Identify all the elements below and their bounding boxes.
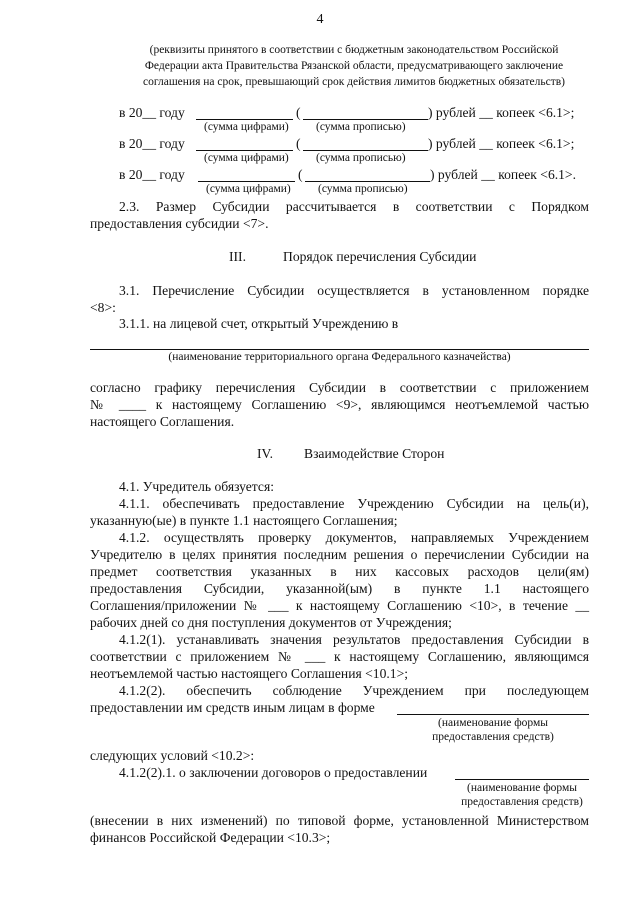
p4-1-2-line-1: 4.1.2. осуществлять проверку документов, направляемых Учреждением <box>119 530 589 545</box>
year-row-3-words-line <box>305 181 430 182</box>
requisites-note-line-2: Федерации акта Правительства Рязанской области, предусматривающего заключение <box>144 60 564 72</box>
p4-1-2-1-line-3: неотъемлемой частью настоящего Соглашения <10.1>; <box>90 666 409 681</box>
p4-1-2-2-1-line-3: финансов Российской Федерации <10.3>; <box>90 830 331 845</box>
schedule-line-2: № ____ к настоящему Соглашению <9>, являющимся неотъемлемой частью <box>90 397 589 412</box>
form-name-line-2 <box>455 779 589 780</box>
year-row-2-words-line <box>303 150 428 151</box>
year-row-2-open-paren: ( <box>296 136 301 151</box>
requisites-note-line-1: (реквизиты принятого в соответствии с бюджетным законодательством Российской <box>149 44 559 56</box>
p4-1-2-1-line-1: 4.1.2(1). устанавливать значения результатов предоставления Субсидии в <box>119 632 589 647</box>
p4-1-1-line-1: 4.1.1. обеспечивать предоставление Учреждению Субсидии на цель(и), <box>119 496 589 511</box>
p2-3-line-2: предоставления субсидии <7>. <box>90 216 269 231</box>
year-row-3-prefix: в 20__ году <box>119 167 185 182</box>
p4-1-2-2-line-1: 4.1.2(2). обеспечить соблюдение Учреждением при последующем <box>119 683 589 698</box>
p2-3-line-1: 2.3. Размер Субсидии рассчитывается в соответствии с Порядком <box>119 199 589 214</box>
p4-1-1-line-2: указанную(ые) в пункте 1.1 настоящего Соглашения; <box>90 513 398 528</box>
p4-1-2-line-5: Соглашения/приложении № ___ к настоящему Соглашению <10>, в течение __ <box>90 598 589 613</box>
p4-1-2-line-2: Учредителю в целях принятия последним решения о перечислении Субсидии на <box>90 547 589 562</box>
schedule-line-3: настоящего Соглашения. <box>90 414 235 429</box>
year-row-3-open-paren: ( <box>298 167 303 182</box>
form-name-line-1 <box>397 714 589 715</box>
p4-1-2-2-line-2: предоставлении им средств иным лицам в форме <box>90 700 375 715</box>
form-name-caption-2a: (наименование формы <box>467 782 577 794</box>
year-row-2-caption-digits: (сумма цифрами) <box>204 152 289 164</box>
year-row-3-caption-words: (сумма прописью) <box>318 183 408 195</box>
year-row-1-open-paren: ( <box>296 105 301 120</box>
year-row-1-tail: ) рублей __ копеек <6.1>; <box>428 105 575 120</box>
p4-1-2-line-3: предмет соответствия указанных в них кассовых расходов цели(ям) <box>90 564 589 579</box>
year-row-3-caption-digits: (сумма цифрами) <box>206 183 291 195</box>
section-4-number: IV. <box>257 446 273 461</box>
p3-1-line-2: <8>: <box>90 300 116 315</box>
year-row-2-prefix: в 20__ году <box>119 136 185 151</box>
p4-1-2-line-6: рабочих дней со дня поступления документов от Учреждения; <box>90 615 452 630</box>
year-row-1-prefix: в 20__ году <box>119 105 185 120</box>
year-row-1-caption-words: (сумма прописью) <box>316 121 406 133</box>
treasury-caption: (наименование территориального органа Федерального казначейства) <box>168 351 511 363</box>
form-name-caption-1b: предоставления средств) <box>432 731 554 743</box>
p4-1-2-1-line-2: соответствии с приложением № ___ к настоящему Соглашению, являющимся <box>90 649 589 664</box>
section-4-title: Взаимодействие Сторон <box>304 446 445 461</box>
year-row-3-digits-line <box>198 181 295 182</box>
year-row-2-digits-line <box>196 150 293 151</box>
year-row-2-tail: ) рублей __ копеек <6.1>; <box>428 136 575 151</box>
schedule-line-1: согласно графику перечисления Субсидии в соответствии с приложением <box>90 380 589 395</box>
year-row-2-caption-words: (сумма прописью) <box>316 152 406 164</box>
year-row-3-tail: ) рублей __ копеек <6.1>. <box>430 167 576 182</box>
year-row-1-words-line <box>303 119 428 120</box>
p3-1-1-text: 3.1.1. на лицевой счет, открытый Учреждению в <box>119 316 399 331</box>
page-number: 4 <box>316 12 324 27</box>
section-3-number: III. <box>229 249 246 264</box>
form-name-caption-2b: предоставления средств) <box>461 796 583 808</box>
p3-1-line-1: 3.1. Перечисление Субсидии осуществляется в установленном порядке <box>119 283 589 298</box>
treasury-name-line <box>90 349 589 350</box>
p4-1-text: 4.1. Учредитель обязуется: <box>119 479 274 494</box>
p4-1-2-2-line-3: следующих условий <10.2>: <box>90 748 255 763</box>
p4-1-2-line-4: предоставления Субсидии, указанной(ым) в пункте 1.1 настоящего <box>90 581 589 596</box>
section-3-title: Порядок перечисления Субсидии <box>283 249 477 264</box>
requisites-note-line-3: соглашения на срок, превышающий срок действия лимитов бюджетных обязательств) <box>143 76 565 88</box>
p4-1-2-2-1-line-1: 4.1.2(2).1. о заключении договоров о предоставлении <box>119 765 428 780</box>
year-row-1-digits-line <box>196 119 293 120</box>
year-row-1-caption-digits: (сумма цифрами) <box>204 121 289 133</box>
p4-1-2-2-1-line-2: (внесении в них изменений) по типовой форме, установленной Министерством <box>90 813 589 828</box>
form-name-caption-1a: (наименование формы <box>438 717 548 729</box>
